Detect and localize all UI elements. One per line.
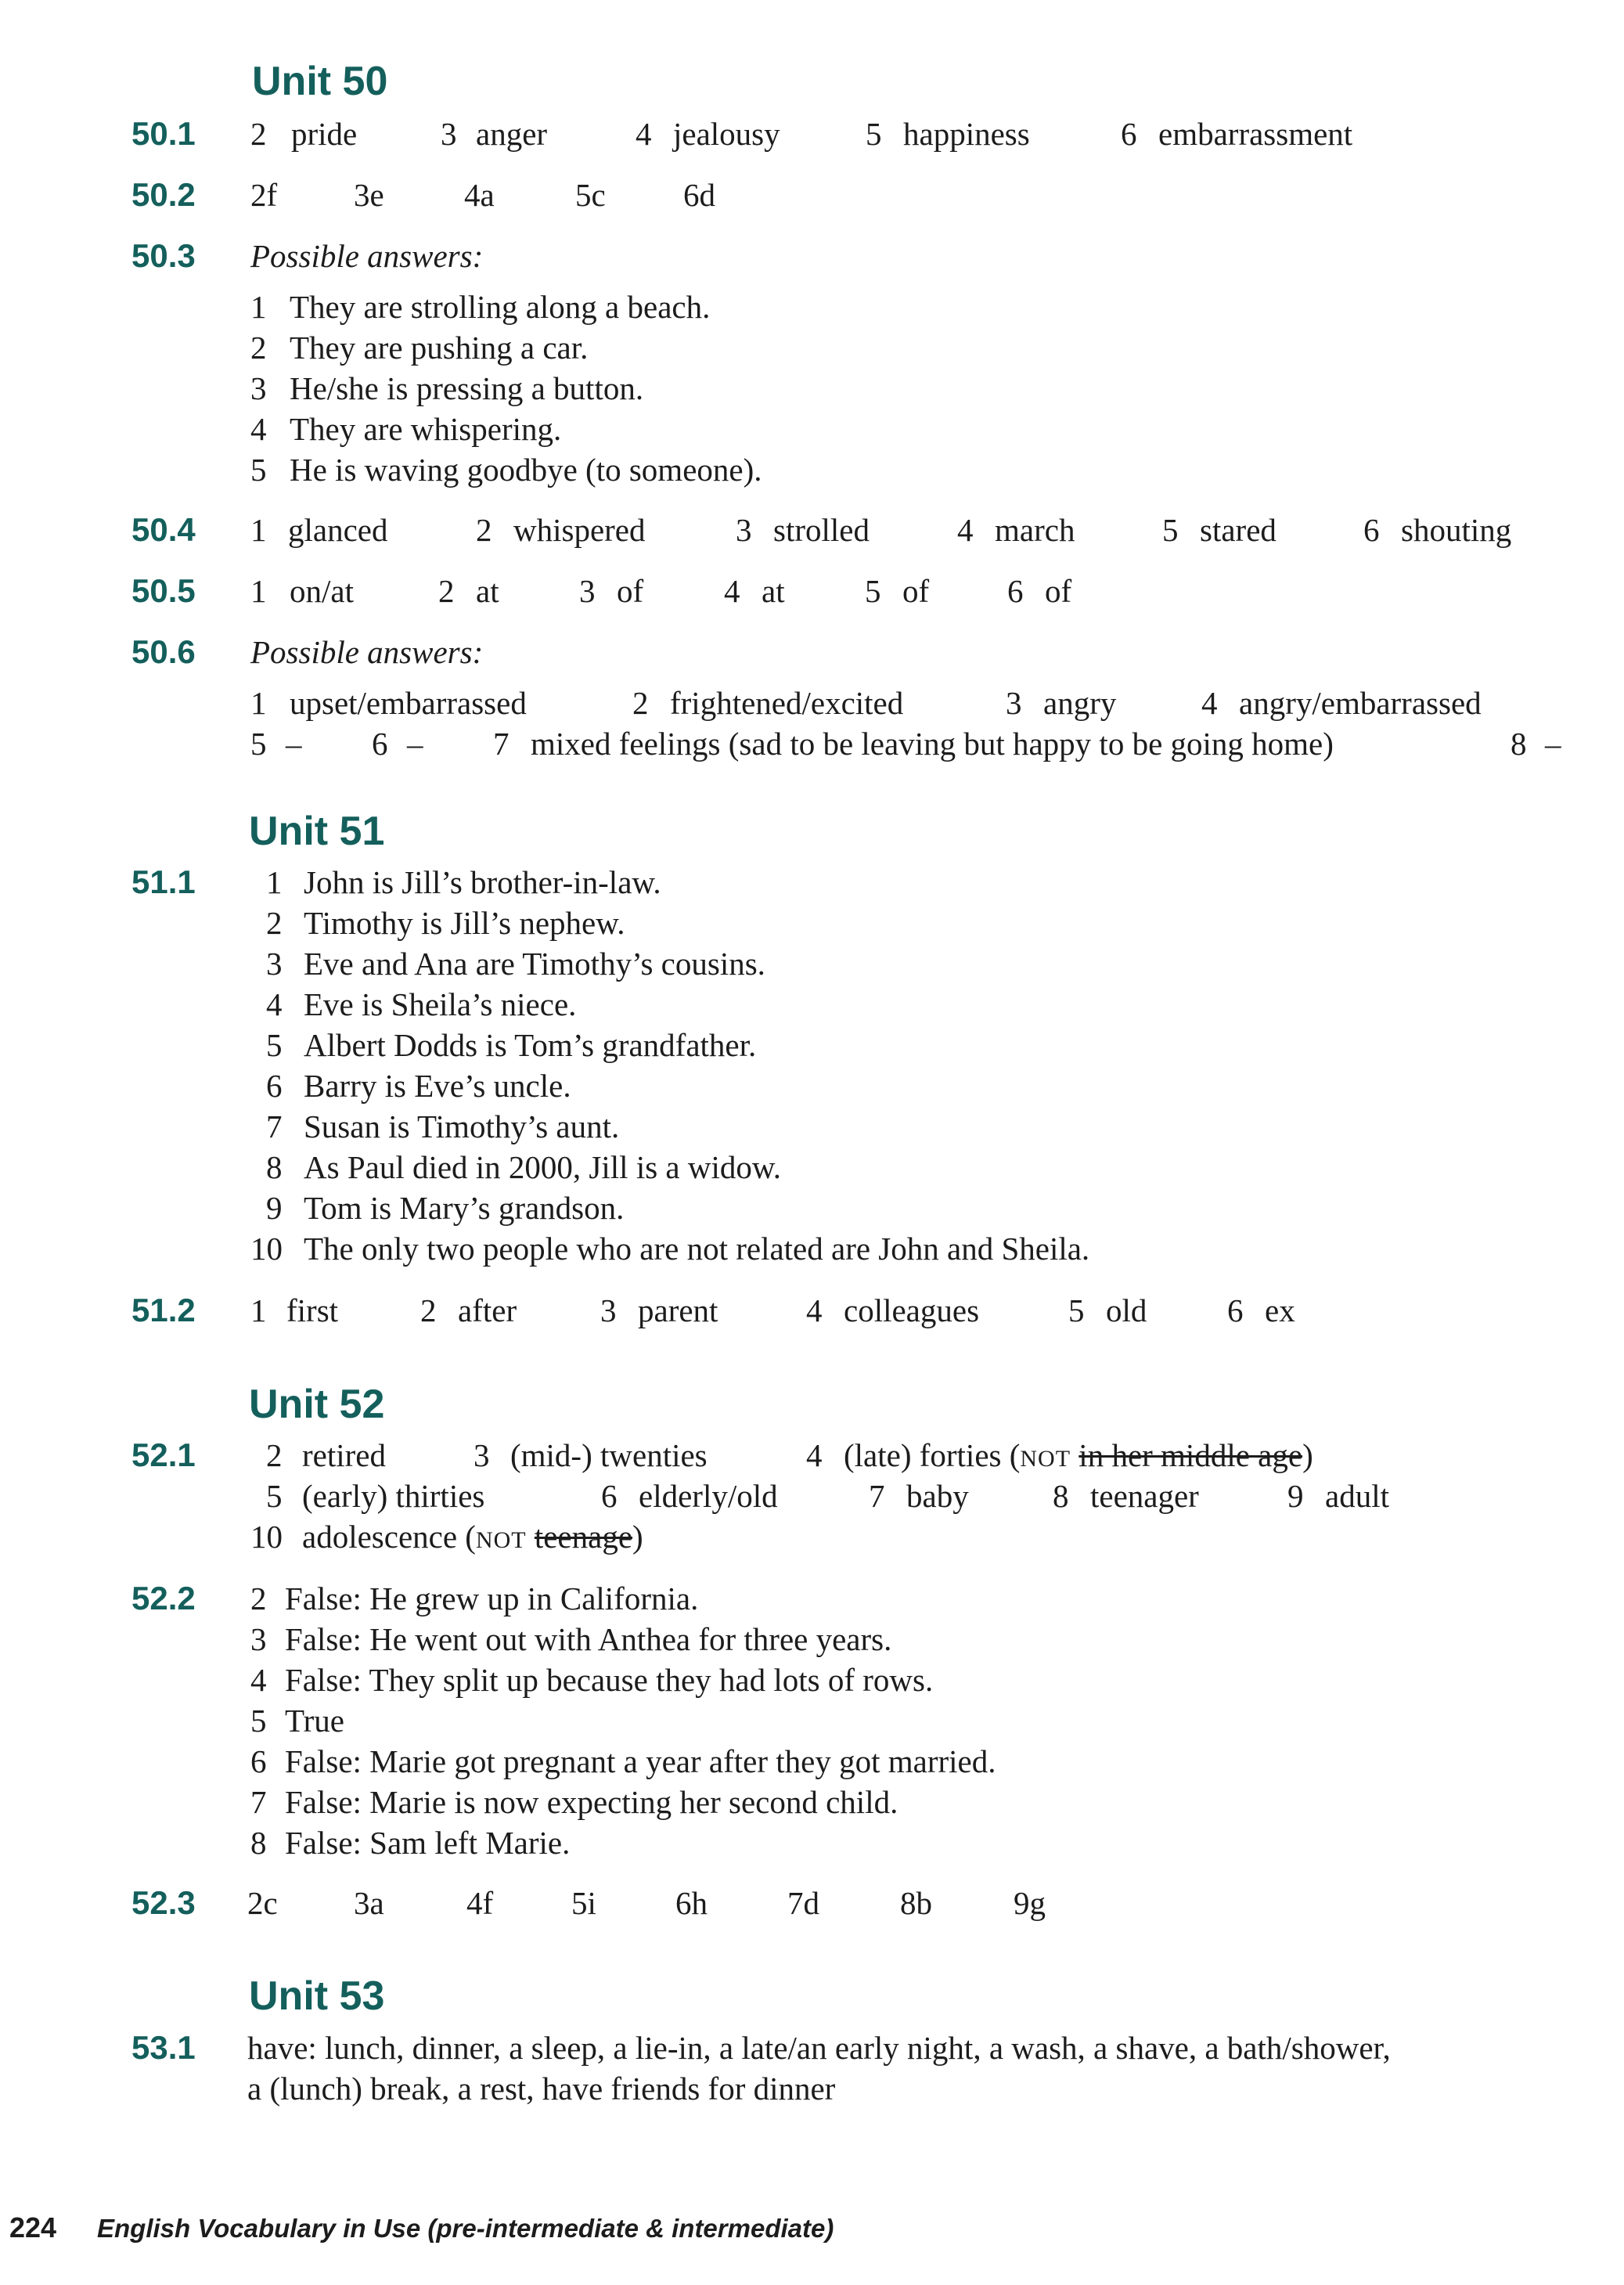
- item-text: They are strolling along a beach.: [290, 289, 711, 325]
- exercise-52-2-number: 52.2: [131, 1580, 196, 1616]
- answer-number: 2: [632, 685, 649, 721]
- answer-text: of: [902, 573, 930, 609]
- answer-number: 6: [1007, 573, 1024, 609]
- item-number: 7: [250, 1784, 267, 1820]
- item-text: They are pushing a car.: [290, 330, 589, 366]
- item-number: 5: [250, 452, 267, 488]
- answer-number: 4: [1201, 685, 1218, 721]
- item-number: 6: [266, 1068, 283, 1104]
- answer-text: mixed feelings (sad to be leaving but happy to be going home): [531, 726, 1334, 762]
- answer-number: 2: [420, 1292, 437, 1328]
- answer-number: 2: [476, 512, 492, 548]
- possible-answers-label: Possible answers:: [250, 238, 484, 274]
- item-text: Susan is Timothy’s aunt.: [304, 1108, 620, 1144]
- answer-text: angry/embarrassed: [1239, 685, 1482, 721]
- answer-number: 3: [736, 512, 752, 548]
- answer-number: 5: [865, 573, 881, 609]
- answer-text: pride: [291, 116, 358, 152]
- answer-number: 5: [1068, 1292, 1085, 1328]
- answer-text: stared: [1200, 512, 1277, 548]
- answer-number: 4: [724, 573, 740, 609]
- item-number: 2: [266, 905, 283, 941]
- answer-number: 2: [266, 1437, 283, 1473]
- item-number: 8: [266, 1149, 283, 1185]
- item-text: The only two people who are not related are John and Sheila.: [304, 1231, 1090, 1267]
- answer-number: 8: [1511, 726, 1527, 762]
- answer-number: 5: [266, 1478, 283, 1514]
- item-text: They are whispering.: [290, 411, 562, 447]
- exercise-53-1-number: 53.1: [131, 2029, 196, 2066]
- answer-text: at: [476, 573, 499, 609]
- item-number: 1: [266, 864, 283, 900]
- possible-answers-label: Possible answers:: [250, 634, 484, 670]
- answer-number: 1: [250, 512, 267, 548]
- answer-number: 8: [1053, 1478, 1069, 1514]
- answer-text: 2c: [247, 1885, 278, 1921]
- item-text: John is Jill’s brother-in-law.: [304, 864, 661, 900]
- answer-text: retired: [302, 1437, 386, 1473]
- answer-text: 4f: [466, 1885, 494, 1921]
- item-number: 7: [266, 1108, 283, 1144]
- answer-text-with-correction: [302, 1521, 643, 1553]
- unit-53-title: Unit 53: [249, 1973, 385, 2019]
- exercise-52-3-number: 52.3: [131, 1884, 196, 1921]
- page-number: 224: [9, 2211, 57, 2244]
- answer-text: on/at: [290, 573, 354, 609]
- answer-text: teenager: [1090, 1478, 1199, 1514]
- item-text: True: [285, 1703, 344, 1739]
- answer-text-with-correction: [844, 1437, 1313, 1473]
- answer-text: (early) thirties: [302, 1478, 485, 1514]
- answer-text: upset/embarrassed: [290, 685, 527, 721]
- answer-number: 4: [806, 1292, 823, 1328]
- answer-text: glanced: [288, 512, 388, 548]
- exercise-50-5-number: 50.5: [131, 572, 196, 609]
- answer-text: 3e: [354, 177, 384, 213]
- answer-number: 1: [250, 573, 267, 609]
- item-text: He/she is pressing a button.: [290, 370, 644, 406]
- answer-number: 7: [869, 1478, 885, 1514]
- answer-text: adolescence (: [302, 1519, 476, 1555]
- item-text: False: Marie is now expecting her second child.: [285, 1784, 898, 1820]
- item-number: 10: [250, 1231, 283, 1267]
- item-text: False: Marie got pregnant a year after they got married.: [285, 1743, 996, 1779]
- exercise-52-1-number: 52.1: [131, 1436, 196, 1473]
- item-text: False: They split up because they had lots of rows.: [285, 1662, 934, 1698]
- answer-number: 4: [636, 116, 652, 152]
- answer-text: whispered: [513, 512, 646, 548]
- exercise-51-1-number: 51.1: [131, 863, 196, 900]
- book-title: English Vocabulary in Use (pre-intermediate & intermediate): [97, 2214, 834, 2243]
- item-number: 6: [250, 1743, 267, 1779]
- unit-51-title: Unit 51: [249, 809, 385, 854]
- answer-line: have: lunch, dinner, a sleep, a lie-in, a late/an early night, a wash, a shave, a bath/shower,: [247, 2030, 1391, 2066]
- answer-text: 3a: [354, 1885, 384, 1921]
- answer-text: parent: [638, 1292, 718, 1328]
- answer-text: –: [1545, 726, 1561, 762]
- not-label: NOT: [1020, 1446, 1071, 1472]
- answer-number: 4: [957, 512, 974, 548]
- answer-number: 3: [1006, 685, 1022, 721]
- answer-text: adult: [1325, 1478, 1389, 1514]
- item-number: 2: [250, 330, 267, 366]
- answer-text: 7d: [787, 1885, 819, 1921]
- answer-number: 1: [250, 685, 267, 721]
- answer-text: jealousy: [673, 116, 780, 152]
- answer-text: 8b: [900, 1885, 932, 1921]
- answer-text: 4a: [464, 177, 495, 213]
- exercise-50-4-number: 50.4: [131, 511, 196, 548]
- item-text: As Paul died in 2000, Jill is a widow.: [304, 1149, 782, 1185]
- item-text: Tom is Mary’s grandson.: [304, 1190, 625, 1226]
- answer-text: shouting: [1401, 512, 1512, 548]
- answer-number: 2: [438, 573, 455, 609]
- item-number: 3: [250, 1621, 267, 1657]
- answer-text: 2f: [250, 177, 278, 213]
- closing-bracket: ): [632, 1519, 643, 1555]
- answer-text: elderly/old: [639, 1478, 778, 1514]
- answer-text: frightened/excited: [670, 685, 904, 721]
- exercise-50-6-number: 50.6: [131, 633, 196, 670]
- exercise-50-3-number: 50.3: [131, 237, 196, 274]
- struck-out-text: in her middle age: [1078, 1437, 1303, 1473]
- item-text: False: Sam left Marie.: [285, 1825, 571, 1861]
- answer-text: of: [1045, 573, 1072, 609]
- exercise-50-1-number: 50.1: [131, 115, 196, 152]
- answer-text: 5c: [575, 177, 606, 213]
- answer-text: (late) forties (: [844, 1437, 1021, 1473]
- item-text: He is waving goodbye (to someone).: [290, 452, 762, 488]
- unit-50-title: Unit 50: [252, 59, 388, 104]
- item-number: 3: [266, 946, 283, 982]
- answer-number: 3: [474, 1437, 490, 1473]
- answer-text: anger: [476, 116, 548, 152]
- answer-text: old: [1106, 1292, 1147, 1328]
- exercise-51-2-number: 51.2: [131, 1292, 196, 1328]
- answer-text: at: [762, 573, 785, 609]
- answer-text: strolled: [773, 512, 870, 548]
- answer-number: 10: [250, 1519, 283, 1555]
- item-text: Eve and Ana are Timothy’s cousins.: [304, 946, 765, 982]
- answer-text: 6d: [683, 177, 715, 213]
- item-text: Albert Dodds is Tom’s grandfather.: [304, 1027, 757, 1063]
- answer-text: baby: [906, 1478, 969, 1514]
- answer-number: 6: [1227, 1292, 1244, 1328]
- answer-number: 6: [372, 726, 388, 762]
- answer-number: 9: [1287, 1478, 1304, 1514]
- not-label: NOT: [475, 1527, 527, 1553]
- answer-text: (mid-) twenties: [510, 1437, 708, 1473]
- answer-text: colleagues: [844, 1292, 980, 1328]
- item-number: 8: [250, 1825, 267, 1861]
- item-number: 2: [250, 1580, 267, 1616]
- answer-number: 6: [1363, 512, 1380, 548]
- answer-number: 7: [493, 726, 510, 762]
- item-text: Eve is Sheila’s niece.: [304, 986, 577, 1022]
- answer-text: –: [286, 726, 302, 762]
- answer-number: 6: [601, 1478, 618, 1514]
- unit-52-title: Unit 52: [249, 1382, 385, 1427]
- answer-number: 2: [250, 116, 267, 152]
- item-text: Timothy is Jill’s nephew.: [304, 905, 625, 941]
- answer-number: 5: [866, 116, 882, 152]
- answer-text: –: [407, 726, 423, 762]
- closing-bracket: ): [1302, 1437, 1313, 1473]
- item-number: 4: [250, 1662, 267, 1698]
- item-number: 4: [266, 986, 283, 1022]
- answer-text: 9g: [1014, 1885, 1046, 1921]
- answer-text: march: [995, 512, 1075, 548]
- item-number: 5: [266, 1027, 283, 1063]
- item-number: 1: [250, 289, 267, 325]
- answer-number: 5: [250, 726, 267, 762]
- answer-text: after: [458, 1292, 517, 1328]
- answer-number: 6: [1121, 116, 1137, 152]
- answer-text: happiness: [903, 116, 1030, 152]
- answer-line: a (lunch) break, a rest, have friends for dinner: [247, 2071, 836, 2107]
- answer-text: 6h: [675, 1885, 708, 1921]
- answer-number: 3: [579, 573, 596, 609]
- answer-text: embarrassment: [1158, 116, 1353, 152]
- answer-number: 4: [806, 1437, 823, 1473]
- answer-text: 5i: [571, 1885, 596, 1921]
- item-text: False: He went out with Anthea for three years.: [285, 1621, 892, 1657]
- answer-text: angry: [1043, 685, 1117, 721]
- answer-text: ex: [1265, 1292, 1295, 1328]
- struck-out-text: teenage: [534, 1519, 633, 1555]
- answer-text: of: [617, 573, 644, 609]
- item-text: False: He grew up in California.: [285, 1580, 699, 1616]
- exercise-50-2-number: 50.2: [131, 176, 196, 213]
- item-number: 4: [250, 411, 267, 447]
- answer-number: 5: [1162, 512, 1179, 548]
- answer-text: first: [286, 1292, 339, 1328]
- answer-number: 3: [441, 116, 457, 152]
- item-number: 3: [250, 370, 267, 406]
- answer-number: 1: [250, 1292, 267, 1328]
- answer-number: 3: [600, 1292, 617, 1328]
- item-number: 9: [266, 1190, 283, 1226]
- item-text: Barry is Eve’s uncle.: [304, 1068, 571, 1104]
- item-number: 5: [250, 1703, 267, 1739]
